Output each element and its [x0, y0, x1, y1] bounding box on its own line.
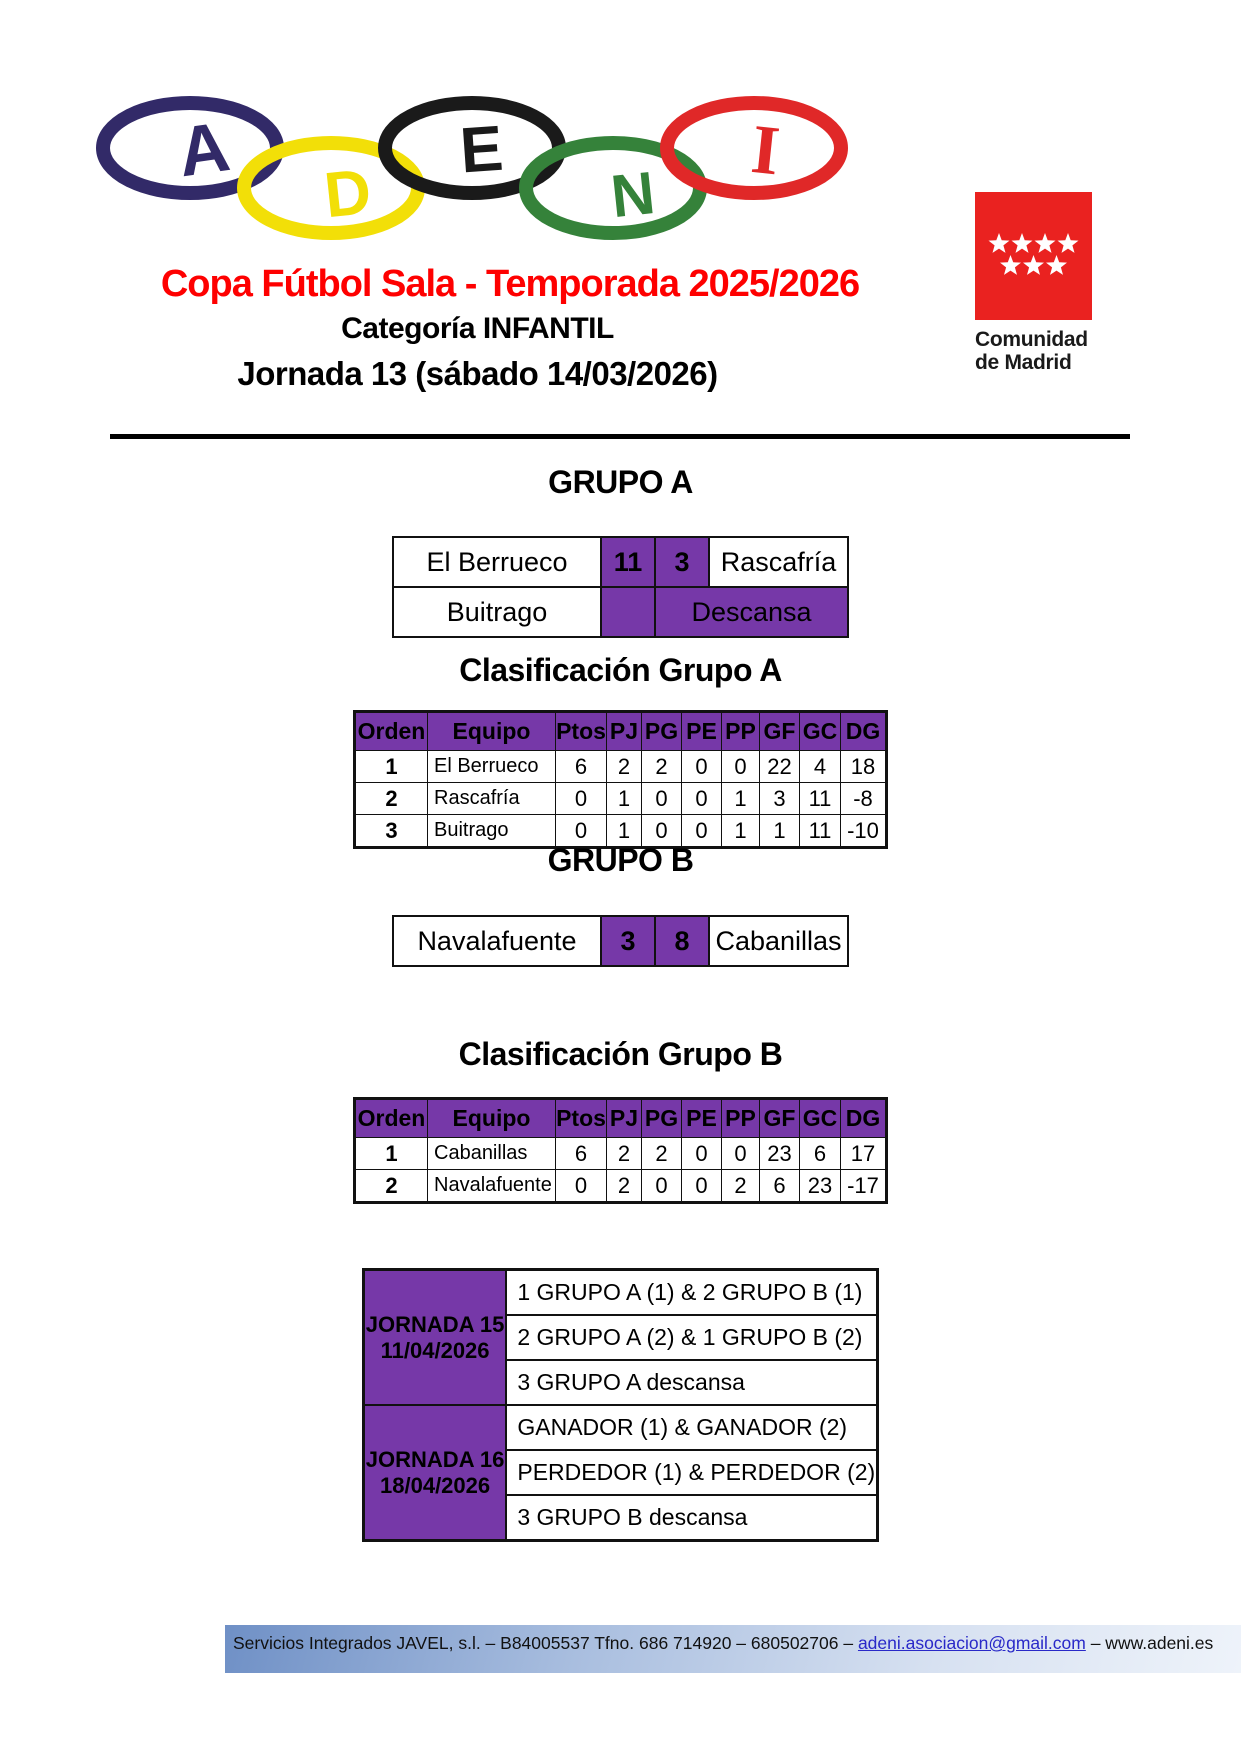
cell-dg: -17 [841, 1170, 887, 1203]
table-header-row [355, 712, 887, 751]
cell-pg: 2 [642, 751, 682, 783]
match-home-team: Buitrago [393, 587, 601, 637]
cell-equipo: Rascafría [428, 783, 556, 815]
group-a-heading: GRUPO A [548, 464, 693, 500]
jornada-15-label [363, 1270, 506, 1406]
cell-pj: 2 [607, 1170, 642, 1203]
schedule-table [362, 1268, 879, 1542]
table-row [355, 751, 887, 783]
jornada-name: JORNADA 16 [365, 1446, 505, 1472]
logo-letter-i: I [747, 110, 783, 191]
cell-pg: 0 [642, 815, 682, 848]
cell-pe: 0 [682, 783, 722, 815]
col-header: PP [722, 712, 760, 751]
cell-ptos: 6 [556, 1138, 607, 1170]
cell-pp: 0 [722, 1138, 760, 1170]
col-header: GC [800, 1099, 841, 1138]
cell-pg: 0 [642, 783, 682, 815]
cell-pp: 1 [722, 815, 760, 848]
jornada-date: 18/04/2026 [380, 1472, 491, 1498]
jornada-subtitle: Jornada 13 (sábado 14/03/2026) [237, 355, 718, 392]
schedule-row [363, 1405, 877, 1450]
schedule-match: 1 GRUPO A (1) & 2 GRUPO B (1) [506, 1270, 877, 1316]
group-b-heading: GRUPO B [547, 842, 694, 878]
col-header: Orden [355, 1099, 428, 1138]
match-away-score: 3 [655, 537, 709, 587]
cell-ptos: 0 [556, 815, 607, 848]
col-header: PP [722, 1099, 760, 1138]
group-a-match-table-wrap [0, 536, 1241, 638]
match-rest-note: Descansa [655, 587, 848, 637]
col-header: GF [760, 712, 800, 751]
schedule-table-wrap [0, 1268, 1241, 1542]
cell-gf: 3 [760, 783, 800, 815]
table-row [355, 783, 887, 815]
match-away-team: Rascafría [709, 537, 848, 587]
cell-gf: 6 [760, 1170, 800, 1203]
cell-dg: -8 [841, 783, 887, 815]
col-header: PJ [607, 712, 642, 751]
cell-gf: 1 [760, 815, 800, 848]
cell-gf: 23 [760, 1138, 800, 1170]
group-a-match-table [392, 536, 849, 638]
jornada-name: JORNADA 15 [365, 1311, 505, 1337]
cell-dg: 17 [841, 1138, 887, 1170]
footer-email-link[interactable]: adeni.asociacion@gmail.com [857, 1633, 1086, 1653]
footer-bar [225, 1625, 1241, 1673]
jornada-16-label [363, 1405, 506, 1541]
table-row [355, 1170, 887, 1203]
cell-pp: 1 [722, 783, 760, 815]
group-b-match-table-wrap [0, 915, 1241, 967]
cell-gc: 6 [800, 1138, 841, 1170]
match-row [393, 587, 848, 637]
group-b-classification-wrap [0, 1097, 1241, 1204]
logo-letter-d: D [320, 154, 375, 232]
schedule-match: 3 GRUPO A descansa [506, 1360, 877, 1405]
cell-ptos: 6 [556, 751, 607, 783]
cell-equipo: El Berrueco [428, 751, 556, 783]
group-b-classification-table [353, 1097, 888, 1204]
col-header: DG [841, 712, 887, 751]
logo-letter-e: E [457, 111, 506, 187]
cell-pe: 0 [682, 1170, 722, 1203]
cell-pp: 2 [722, 1170, 760, 1203]
cell-orden: 1 [355, 751, 428, 783]
schedule-match: PERDEDOR (1) & PERDEDOR (2) [506, 1450, 877, 1495]
cell-gc: 4 [800, 751, 841, 783]
cell-ptos: 0 [556, 1170, 607, 1203]
cell-dg: -10 [841, 815, 887, 848]
page-title: Copa Fútbol Sala - Temporada 2025/2026 [160, 263, 860, 305]
cell-pj: 2 [607, 751, 642, 783]
footer-text-before: Servicios Integrados JAVEL, s.l. – B84005537 Tfno. 686 714920 – 680502706 – [233, 1633, 858, 1653]
footer-text-after: – www.adeni.es [1085, 1633, 1214, 1653]
match-home-team: El Berrueco [393, 537, 601, 587]
cell-orden: 2 [355, 783, 428, 815]
madrid-line1: Comunidad [975, 328, 1088, 351]
madrid-line2: de Madrid [975, 351, 1072, 374]
col-header: PJ [607, 1099, 642, 1138]
match-row [393, 916, 848, 966]
cell-gc: 11 [800, 783, 841, 815]
table-row [355, 1138, 887, 1170]
cell-pp: 0 [722, 751, 760, 783]
match-away-score: 8 [655, 916, 709, 966]
cell-equipo: Buitrago [428, 815, 556, 848]
group-a-classification-table [353, 710, 888, 849]
cell-orden: 1 [355, 1138, 428, 1170]
col-header: GF [760, 1099, 800, 1138]
col-header: Ptos [556, 712, 607, 751]
match-away-team: Cabanillas [709, 916, 848, 966]
logo-letter-a: A [173, 107, 235, 192]
col-header: PG [642, 1099, 682, 1138]
col-header: PG [642, 712, 682, 751]
cell-pe: 0 [682, 815, 722, 848]
table-header-row [355, 1099, 887, 1138]
col-header: GC [800, 712, 841, 751]
col-header: Equipo [428, 712, 556, 751]
cell-gc: 23 [800, 1170, 841, 1203]
match-empty-score [601, 587, 655, 637]
cell-ptos: 0 [556, 783, 607, 815]
cell-gf: 22 [760, 751, 800, 783]
schedule-match: 3 GRUPO B descansa [506, 1495, 877, 1541]
match-home-score: 3 [601, 916, 655, 966]
jornada-date: 11/04/2026 [380, 1337, 490, 1363]
col-header: PE [682, 712, 722, 751]
group-a-classification-wrap [0, 710, 1241, 849]
cell-pj: 2 [607, 1138, 642, 1170]
cell-gc: 11 [800, 815, 841, 848]
schedule-match: 2 GRUPO A (2) & 1 GRUPO B (2) [506, 1315, 877, 1360]
cell-pe: 0 [682, 751, 722, 783]
cell-equipo: Navalafuente [428, 1170, 556, 1203]
match-home-team: Navalafuente [393, 916, 601, 966]
group-b-match-table [392, 915, 849, 967]
cell-pj: 1 [607, 783, 642, 815]
cell-pe: 0 [682, 1138, 722, 1170]
cell-pg: 0 [642, 1170, 682, 1203]
cell-pj: 1 [607, 815, 642, 848]
madrid-logo-text [975, 328, 1115, 374]
col-header: DG [841, 1099, 887, 1138]
match-home-score: 11 [601, 537, 655, 587]
col-header: PE [682, 1099, 722, 1138]
divider-rule [110, 434, 1130, 439]
cell-equipo: Cabanillas [428, 1138, 556, 1170]
logo-letter-n: N [607, 159, 658, 231]
schedule-row [363, 1270, 877, 1316]
col-header: Orden [355, 712, 428, 751]
match-row [393, 537, 848, 587]
cell-pg: 2 [642, 1138, 682, 1170]
category-subtitle: Categoría INFANTIL [341, 312, 614, 345]
schedule-match: GANADOR (1) & GANADOR (2) [506, 1405, 877, 1450]
group-b-classification-heading: Clasificación Grupo B [458, 1036, 783, 1072]
cell-orden: 3 [355, 815, 428, 848]
cell-dg: 18 [841, 751, 887, 783]
col-header: Ptos [556, 1099, 607, 1138]
cell-orden: 2 [355, 1170, 428, 1203]
group-a-classification-heading: Clasificación Grupo A [459, 652, 782, 688]
col-header: Equipo [428, 1099, 556, 1138]
